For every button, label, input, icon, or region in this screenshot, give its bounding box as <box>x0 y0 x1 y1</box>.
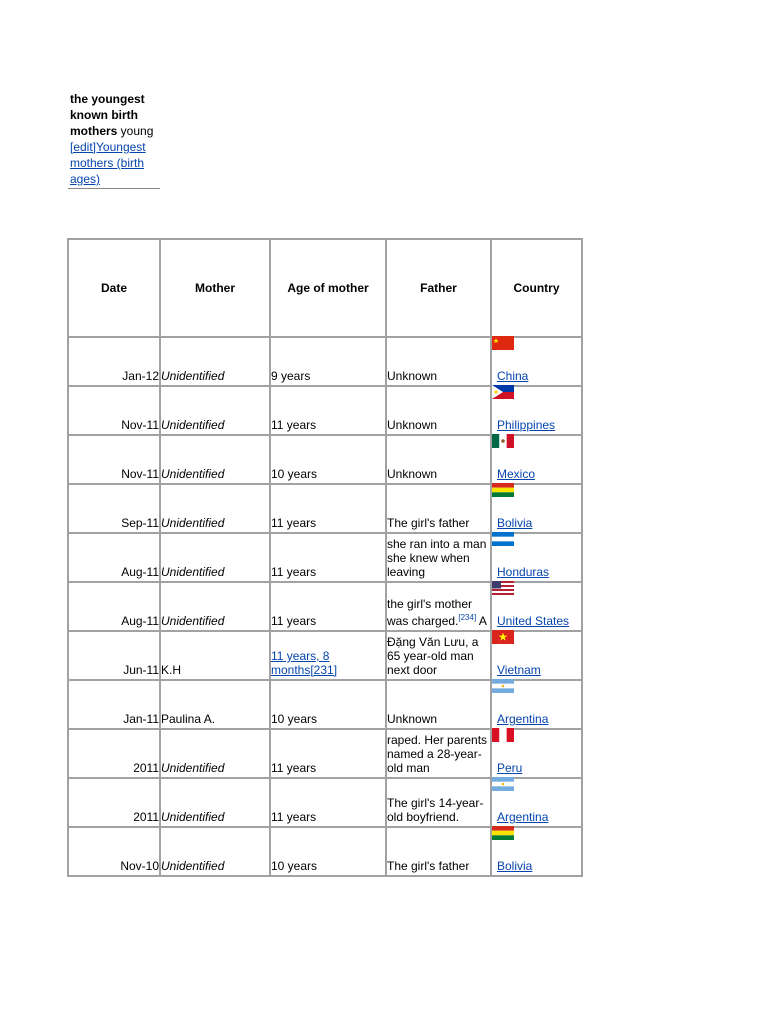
cell-date: Jun-11 <box>68 631 160 680</box>
cell-age <box>270 337 386 386</box>
cell-mother: K.H <box>160 631 270 680</box>
cell-age <box>270 680 386 729</box>
cell-mother: Unidentified <box>160 337 270 386</box>
youngest-mothers-table <box>67 238 583 877</box>
father-text: the girl's mother was charged. <box>387 597 472 628</box>
age-text: 11 years <box>271 614 317 628</box>
header-father: Father <box>386 239 491 337</box>
mexico-flag-icon <box>492 434 514 448</box>
cell-father <box>386 729 491 778</box>
china-flag-icon <box>492 336 514 350</box>
cell-father <box>386 778 491 827</box>
cell-age <box>270 631 386 680</box>
citation-link[interactable]: [234] <box>458 613 477 622</box>
country-link[interactable]: United States <box>497 614 570 628</box>
table-row <box>68 631 582 680</box>
father-text: The girl's father <box>387 859 470 873</box>
cell-age <box>270 827 386 876</box>
age-text: 10 years <box>271 859 318 873</box>
cell-date: Aug-11 <box>68 582 160 631</box>
country-link[interactable]: Bolivia <box>497 859 533 873</box>
cell-country <box>491 778 582 827</box>
age-text: 9 years <box>271 369 311 383</box>
age-text: 11 years <box>271 418 317 432</box>
father-text: Đặng Văn Lưu, a 65 year-old man next door <box>387 635 479 677</box>
cell-age <box>270 386 386 435</box>
cell-father <box>386 680 491 729</box>
cell-mother: Unidentified <box>160 435 270 484</box>
father-text: Unknown <box>387 712 438 726</box>
bolivia-flag-icon <box>492 826 514 840</box>
peru-flag-icon <box>492 728 514 742</box>
cell-mother: Unidentified <box>160 582 270 631</box>
cell-mother: Unidentified <box>160 827 270 876</box>
cell-date: Nov-11 <box>68 435 160 484</box>
cell-age <box>270 484 386 533</box>
cell-country <box>491 631 582 680</box>
table-row <box>68 435 582 484</box>
cell-date: Sep-11 <box>68 484 160 533</box>
father-text: she ran into a man she knew when leaving <box>387 537 487 579</box>
age-text: 10 years <box>271 712 318 726</box>
cell-mother: Unidentified <box>160 484 270 533</box>
table-row <box>68 386 582 435</box>
country-link[interactable]: China <box>497 369 529 383</box>
cell-mother: Unidentified <box>160 386 270 435</box>
cell-father <box>386 484 491 533</box>
intro-paragraph <box>70 91 162 187</box>
cell-country <box>491 827 582 876</box>
us-flag-icon <box>492 581 514 595</box>
father-text: Unknown <box>387 369 438 383</box>
country-link[interactable]: Vietnam <box>497 663 541 677</box>
header-date: Date <box>68 239 160 337</box>
cell-country <box>491 386 582 435</box>
age-text: 11 years <box>271 516 317 530</box>
age-text[interactable]: 11 years, 8 months[231] <box>271 649 338 677</box>
cell-country <box>491 337 582 386</box>
cell-date: Jan-12 <box>68 337 160 386</box>
intro-bold-text: the youngest known birth mothers <box>70 92 145 138</box>
cell-mother: Unidentified <box>160 778 270 827</box>
cell-mother: Paulina A. <box>160 680 270 729</box>
intro-divider <box>68 188 160 189</box>
cell-date: Jan-11 <box>68 680 160 729</box>
father-text: The girl's father <box>387 516 470 530</box>
table-row <box>68 680 582 729</box>
cell-age <box>270 435 386 484</box>
cell-father <box>386 533 491 582</box>
country-link[interactable]: Philippines <box>497 418 556 432</box>
header-country: Country <box>491 239 582 337</box>
philippines-flag-icon <box>492 385 514 399</box>
cell-country <box>491 729 582 778</box>
cell-country <box>491 533 582 582</box>
cell-father <box>386 386 491 435</box>
country-link[interactable]: Bolivia <box>497 516 533 530</box>
cell-father <box>386 582 491 631</box>
table-row <box>68 337 582 386</box>
cell-country <box>491 680 582 729</box>
cell-country <box>491 484 582 533</box>
cell-country <box>491 582 582 631</box>
cell-date: Nov-10 <box>68 827 160 876</box>
table-row <box>68 533 582 582</box>
table-row <box>68 729 582 778</box>
table-row <box>68 582 582 631</box>
table-header-row <box>68 239 582 337</box>
country-link[interactable]: Argentina <box>497 810 549 824</box>
country-link[interactable]: Argentina <box>497 712 549 726</box>
cell-mother: Unidentified <box>160 729 270 778</box>
country-link[interactable]: Peru <box>497 761 523 775</box>
honduras-flag-icon <box>492 532 514 546</box>
edit-section-link[interactable]: [edit]Youngest mothers (birth ages) <box>70 140 146 186</box>
header-age: Age of mother <box>270 239 386 337</box>
cell-father <box>386 827 491 876</box>
country-link[interactable]: Honduras <box>497 565 550 579</box>
table-row <box>68 827 582 876</box>
father-text: raped. Her parents named a 28-year-old man <box>387 733 488 775</box>
cell-father <box>386 337 491 386</box>
cell-father <box>386 435 491 484</box>
cell-age <box>270 533 386 582</box>
cell-mother: Unidentified <box>160 533 270 582</box>
vietnam-flag-icon <box>492 630 514 644</box>
father-text: Unknown <box>387 467 438 481</box>
father-text-tail: A <box>476 614 487 628</box>
cell-date: Aug-11 <box>68 533 160 582</box>
cell-date: 2011 <box>68 729 160 778</box>
age-text: 11 years <box>271 761 317 775</box>
header-mother: Mother <box>160 239 270 337</box>
argentina-flag-icon <box>492 679 514 693</box>
cell-date: Nov-11 <box>68 386 160 435</box>
bolivia-flag-icon <box>492 483 514 497</box>
table-row <box>68 778 582 827</box>
intro-plain-text: young <box>117 124 154 138</box>
cell-date: 2011 <box>68 778 160 827</box>
cell-father <box>386 631 491 680</box>
cell-country <box>491 435 582 484</box>
cell-age <box>270 778 386 827</box>
cell-age <box>270 729 386 778</box>
father-text: Unknown <box>387 418 438 432</box>
table-row <box>68 484 582 533</box>
age-text: 11 years <box>271 810 317 824</box>
age-text: 10 years <box>271 467 318 481</box>
age-text: 11 years <box>271 565 317 579</box>
country-link[interactable]: Mexico <box>497 467 536 481</box>
cell-age <box>270 582 386 631</box>
argentina-flag-icon <box>492 777 514 791</box>
father-text: The girl's 14-year-old boyfriend. <box>387 796 484 824</box>
